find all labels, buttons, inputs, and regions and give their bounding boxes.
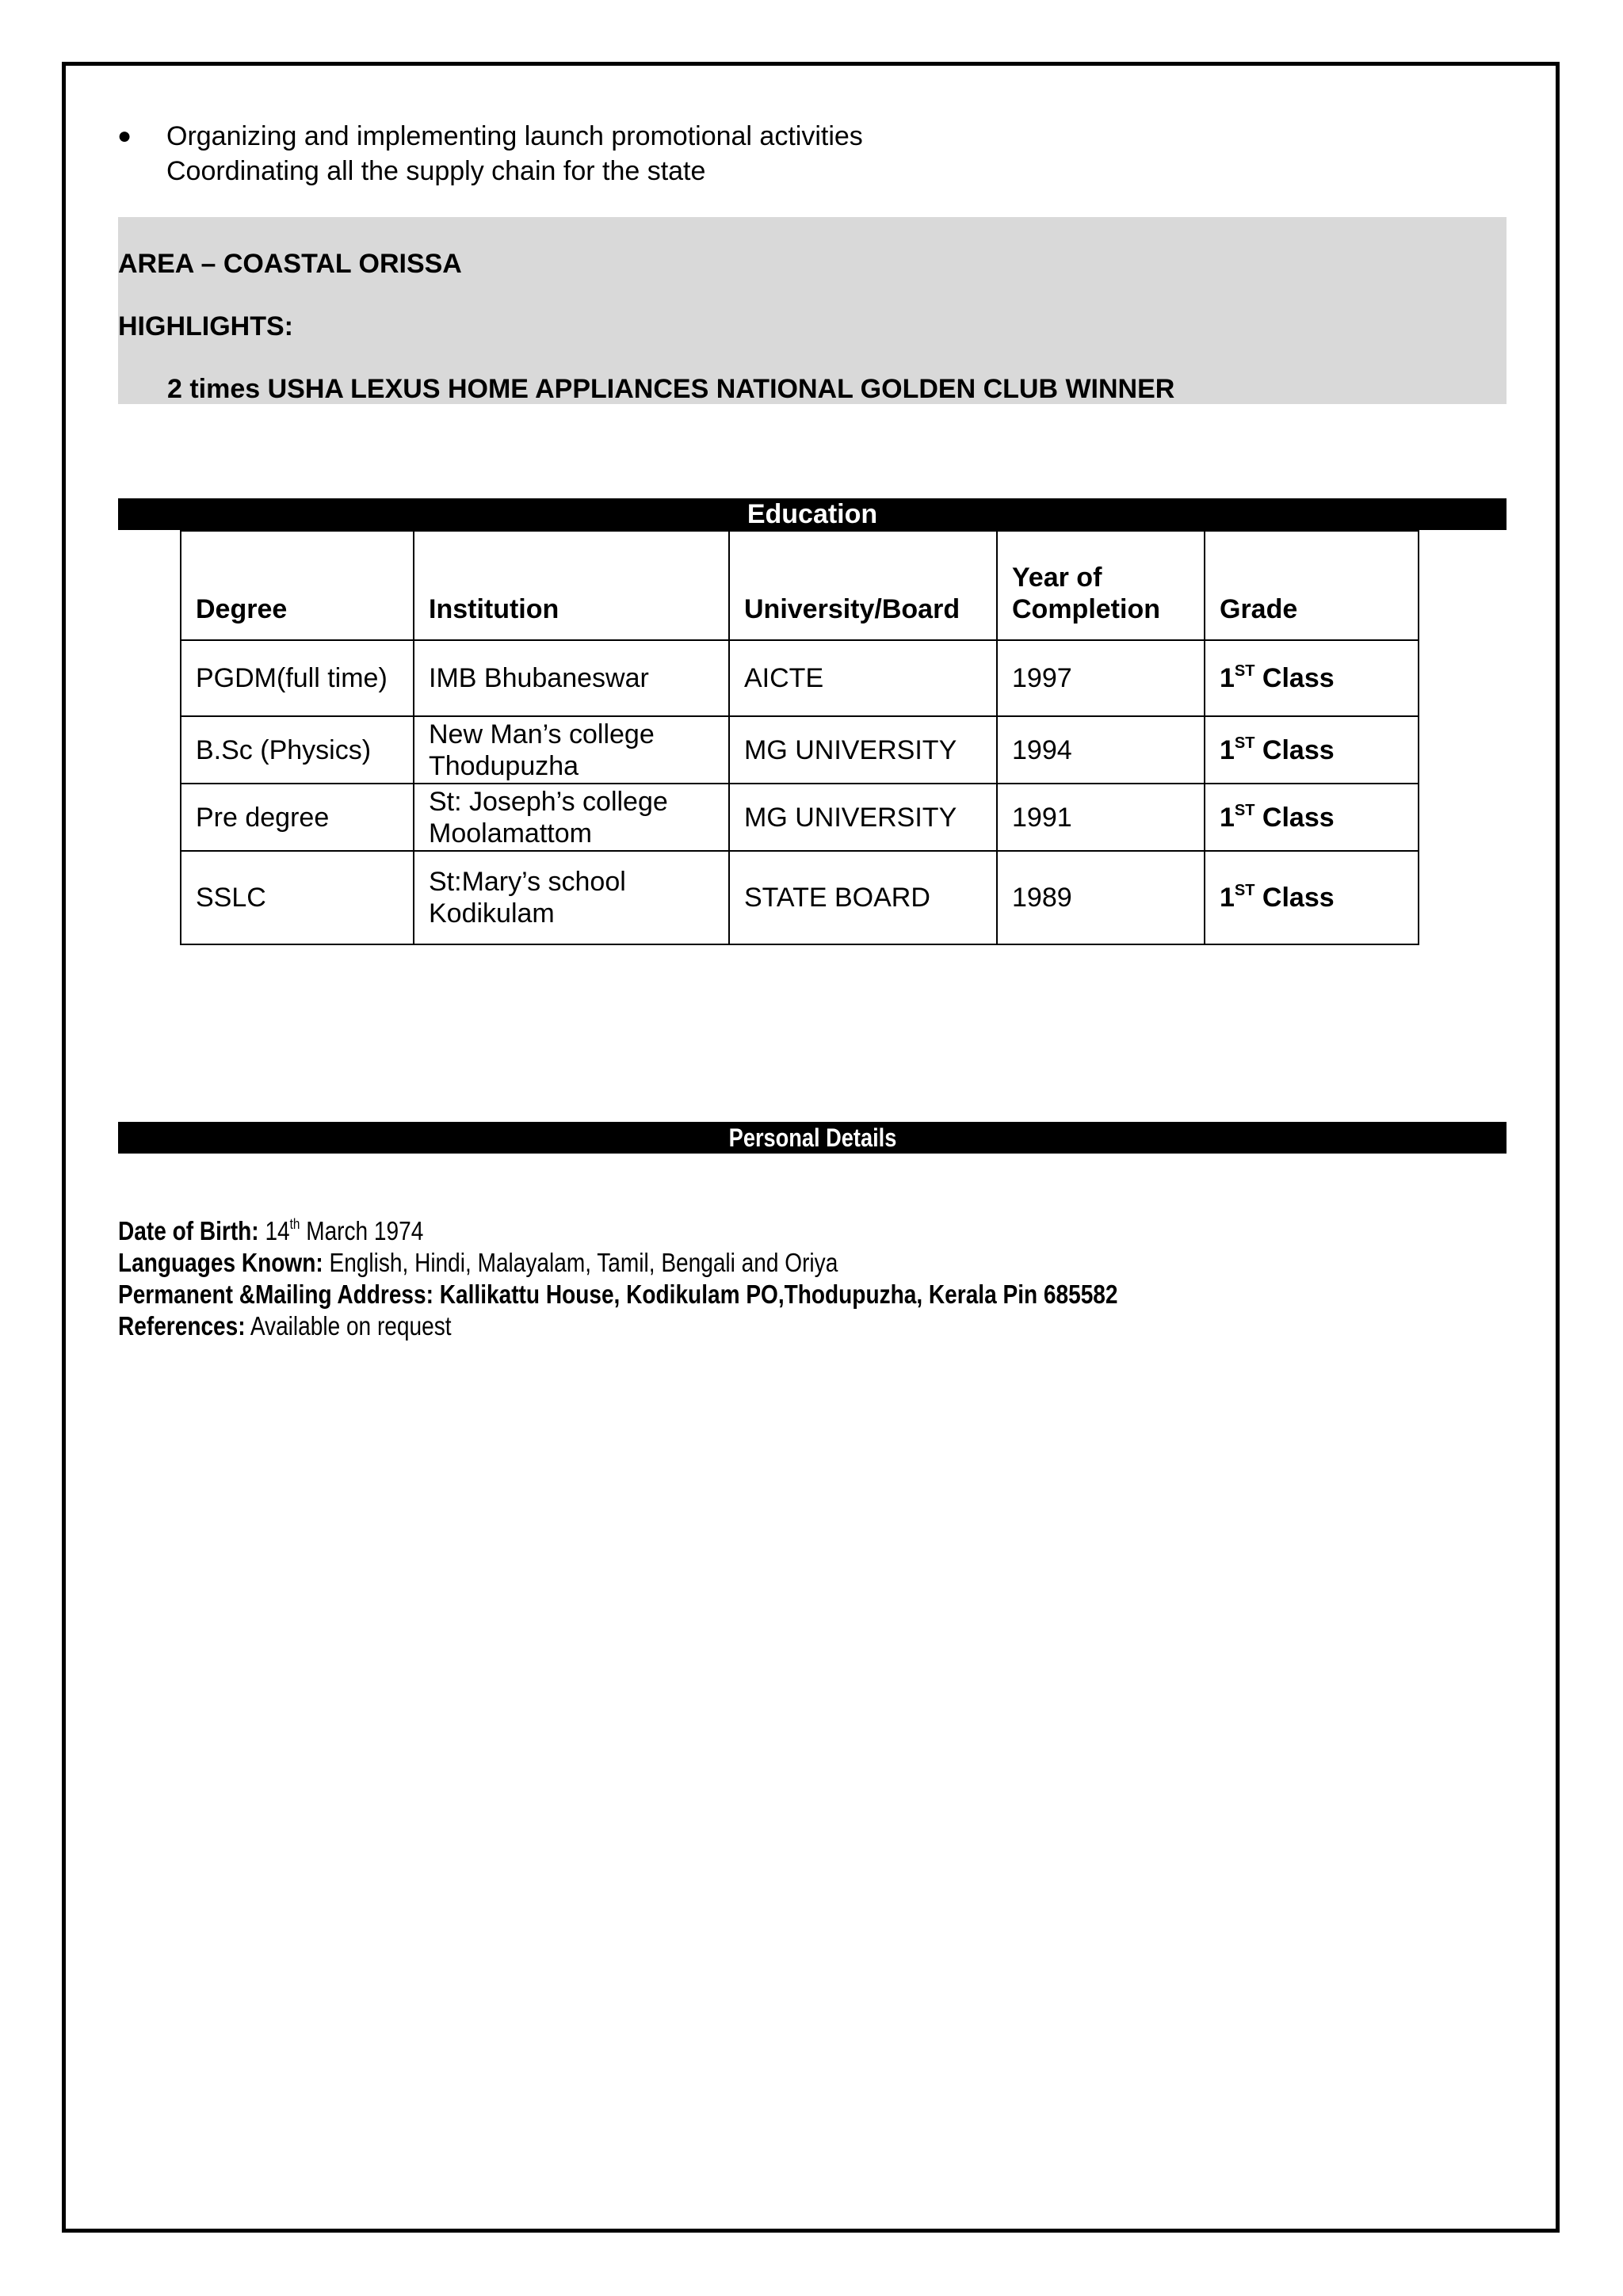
references-line <box>118 1310 1118 1342</box>
responsibility-list <box>117 119 863 189</box>
dob-suffix: th <box>289 1216 300 1232</box>
education-table <box>180 530 1419 945</box>
column-header-institution: Institution <box>414 531 729 640</box>
address-line <box>118 1279 1118 1310</box>
cell-board: STATE BOARD <box>729 851 997 944</box>
table-row <box>181 784 1419 851</box>
dob-line <box>118 1215 1118 1247</box>
list-item-text: Organizing and implementing launch promotional activities <box>166 121 863 151</box>
highlight-item: 2 times USHA LEXUS HOME APPLIANCES NATIONAL GOLDEN CLUB WINNER <box>167 374 1175 404</box>
cell-degree: SSLC <box>181 851 414 944</box>
column-header-degree: Degree <box>181 531 414 640</box>
personal-details-section-bar <box>118 1122 1507 1154</box>
section-title: Personal Details <box>728 1123 896 1152</box>
references-value: Available on request <box>245 1311 452 1341</box>
languages-label: Languages Known: <box>118 1248 323 1277</box>
address-value: Kallikattu House, Kodikulam PO,Thodupuzha, Kerala Pin 685582 <box>433 1280 1118 1309</box>
section-title: Education <box>747 499 878 529</box>
cell-grade: 1ST Class <box>1205 716 1419 784</box>
area-heading: AREA – COASTAL ORISSA <box>118 249 462 279</box>
cell-year: 1991 <box>997 784 1205 851</box>
list-item <box>166 154 863 189</box>
table-header-row <box>181 531 1419 640</box>
education-section-bar <box>118 498 1507 530</box>
references-label: References: <box>118 1311 246 1341</box>
cell-institution: IMB Bhubaneswar <box>414 640 729 716</box>
table-row <box>181 640 1419 716</box>
cell-board: MG UNIVERSITY <box>729 716 997 784</box>
table-row <box>181 716 1419 784</box>
dob-label: Date of Birth: <box>118 1216 259 1245</box>
languages-line <box>118 1247 1118 1279</box>
dob-day: 14 <box>258 1216 290 1245</box>
cell-grade: 1ST Class <box>1205 851 1419 944</box>
cell-institution: New Man’s college Thodupuzha <box>414 716 729 784</box>
cell-year: 1997 <box>997 640 1205 716</box>
languages-value: English, Hindi, Malayalam, Tamil, Bengali and Oriya <box>323 1248 838 1277</box>
column-header-board: University/Board <box>729 531 997 640</box>
cell-board: MG UNIVERSITY <box>729 784 997 851</box>
cell-degree: Pre degree <box>181 784 414 851</box>
address-label: Permanent &Mailing Address: <box>118 1280 433 1309</box>
cell-degree: PGDM(full time) <box>181 640 414 716</box>
highlights-heading: HIGHLIGHTS: <box>118 311 293 341</box>
cell-institution: St: Joseph’s college Moolamattom <box>414 784 729 851</box>
cell-degree: B.Sc (Physics) <box>181 716 414 784</box>
list-item <box>117 119 863 154</box>
column-header-grade: Grade <box>1205 531 1419 640</box>
cell-year: 1989 <box>997 851 1205 944</box>
bullet-icon: ● <box>117 123 132 149</box>
list-item-text: Coordinating all the supply chain for the state <box>166 156 706 186</box>
cell-institution: St:Mary’s school Kodikulam <box>414 851 729 944</box>
personal-details <box>118 1215 1294 1342</box>
cell-board: AICTE <box>729 640 997 716</box>
dob-rest: March 1974 <box>300 1216 424 1245</box>
cell-grade: 1ST Class <box>1205 784 1419 851</box>
column-header-year: Year of Completion <box>997 531 1205 640</box>
cell-grade: 1ST Class <box>1205 640 1419 716</box>
table-row <box>181 851 1419 944</box>
cell-year: 1994 <box>997 716 1205 784</box>
